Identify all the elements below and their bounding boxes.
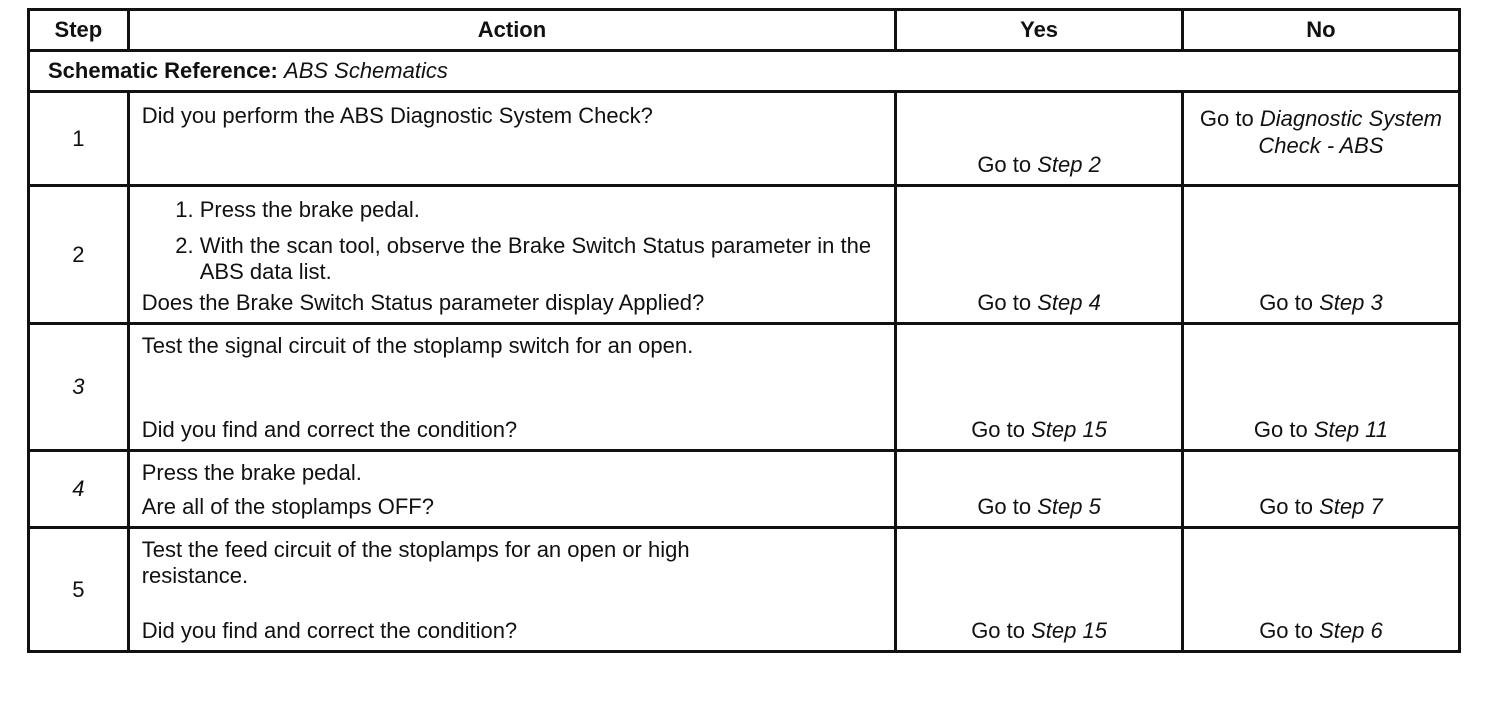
no-link[interactable]: Step 6 [1319,618,1383,643]
yes-prefix: Go to [977,494,1032,519]
yes-cell [896,528,1183,652]
no-link[interactable]: Diagnostic System Check - ABS [1258,106,1443,158]
header-yes: Yes [896,10,1183,51]
action-text: Test the signal circuit of the stoplamp switch for an open. [141,333,694,358]
table-row [29,324,1460,451]
no-prefix: Go to [1199,106,1254,131]
no-link[interactable]: Step 7 [1319,494,1383,519]
yes-cell [896,92,1183,186]
yes-prefix: Go to [971,417,1025,442]
yes-link[interactable]: Step 5 [1037,494,1101,519]
action-cell [128,528,896,652]
yes-prefix: Go to [977,152,1032,177]
no-cell [1182,186,1459,324]
no-link[interactable]: Step 11 [1313,417,1389,442]
action-step-list [142,197,885,285]
table-row [29,451,1460,528]
yes-link[interactable]: Step 15 [1031,417,1107,442]
diagnostic-table [27,8,1461,653]
action-step-item: 2. With the scan tool, observe the Brake Switch Status parameter in the ABS data list. [200,233,885,285]
action-question: Did you find and correct the condition? [141,618,518,643]
yes-cell [896,324,1183,451]
schematic-reference-link[interactable]: ABS Schematics [284,58,448,83]
action-question: Did you find and correct the condition? [141,417,518,442]
yes-link[interactable]: Step 15 [1031,618,1107,643]
no-prefix: Go to [1259,290,1313,315]
no-link[interactable]: Step 3 [1319,290,1383,315]
action-question: Are all of the stoplamps OFF? [141,494,434,519]
action-text: Did you perform the ABS Diagnostic System Check? [141,103,653,128]
table-row [29,92,1460,186]
action-cell [128,186,896,324]
header-action: Action [128,10,896,51]
action-text: Press the brake pedal. [141,460,362,485]
yes-link[interactable]: Step 2 [1037,152,1101,177]
action-text: Test the feed circuit of the stoplamps for an open or high resistance. [141,537,690,588]
header-row [29,10,1460,51]
no-cell [1182,324,1459,451]
step-number: 1 [29,92,129,186]
header-no: No [1182,10,1459,51]
step-number: 3 [29,324,129,451]
schematic-reference-row [29,51,1460,92]
action-cell [128,324,896,451]
yes-cell [896,451,1183,528]
no-cell [1182,92,1459,186]
no-prefix: Go to [1259,494,1313,519]
action-cell [128,92,896,186]
step-number: 5 [29,528,129,652]
no-cell [1182,451,1459,528]
table-row [29,528,1460,652]
action-question: Does the Brake Switch Status parameter display Applied? [141,290,705,315]
yes-link[interactable]: Step 4 [1037,290,1101,315]
yes-prefix: Go to [977,290,1032,315]
yes-cell [896,186,1183,324]
step-number: 2 [29,186,129,324]
schematic-reference-label: Schematic Reference: [48,58,278,83]
action-cell [128,451,896,528]
no-prefix: Go to [1259,618,1313,643]
action-step-item: 1. Press the brake pedal. [200,197,885,223]
table-row [29,186,1460,324]
no-prefix: Go to [1253,417,1308,442]
schematic-reference [29,51,1460,92]
yes-prefix: Go to [971,618,1025,643]
no-cell [1182,528,1459,652]
step-number: 4 [29,451,129,528]
header-step: Step [29,10,129,51]
